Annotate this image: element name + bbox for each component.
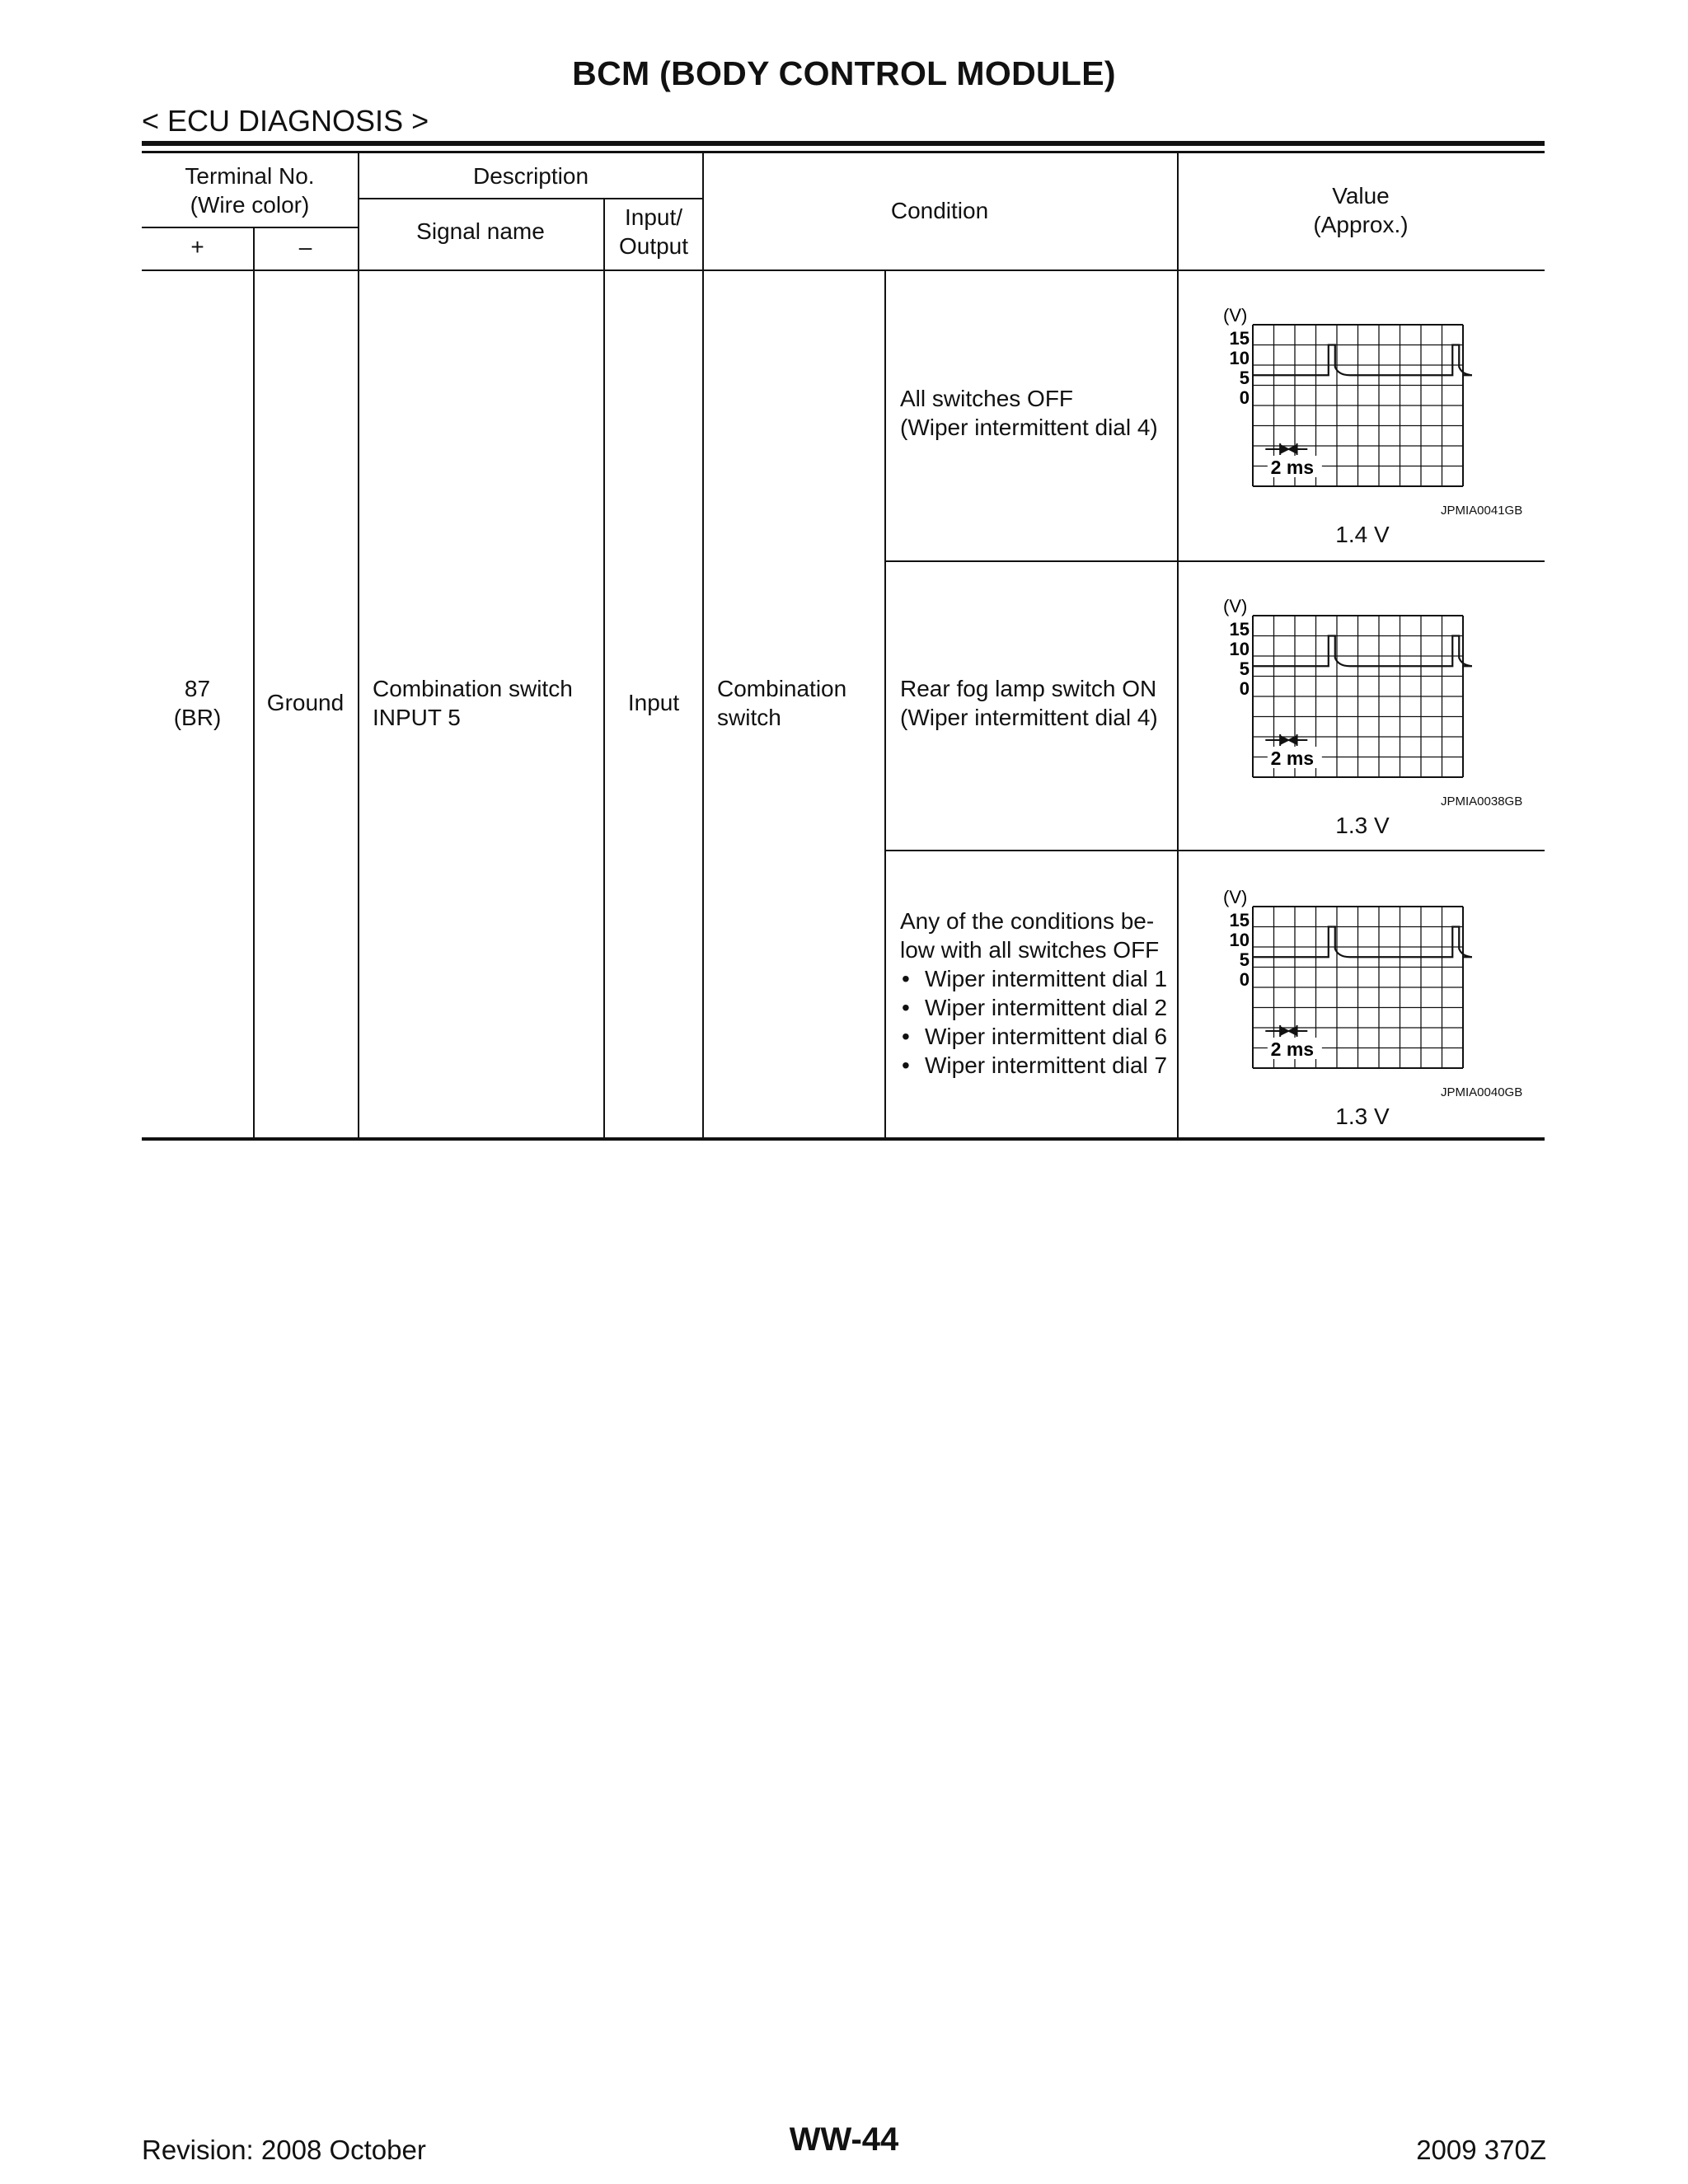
top-rule-thin [142,151,1545,153]
time-scale-marker [1265,443,1307,455]
header-value-line2: (Approx.) [1313,212,1409,237]
header-value [1177,181,1545,239]
wire-color: (BR) [173,705,222,730]
page-title: BCM (BODY CONTROL MODULE) [572,54,1116,92]
condition-main-line2: switch [717,705,781,730]
header-io-line2: Output [618,233,689,259]
header-terminal [142,162,358,219]
footer-revision: Revision: 2008 October [142,2135,426,2165]
header-description: Description [472,163,589,189]
header-minus: – [298,234,312,260]
waveform-tick-label: 10 [1229,639,1250,659]
condition-3-line1: Any of the conditions be- [900,908,1155,934]
waveform-signal-trace [1253,636,1472,667]
condition-3-line2: low with all switches OFF [900,937,1160,963]
waveform-tick-label: 0 [1239,678,1250,699]
value-2: 1.3 V [1335,813,1390,838]
waveform-tick-label: 10 [1229,348,1250,368]
bullet-item: • Wiper intermittent dial 7 [900,1051,1177,1080]
bottom-rule [142,1137,1545,1141]
header-terminal-line1: Terminal No. [185,163,315,189]
figure-id-2: JPMIA0038GB [1441,794,1523,808]
condition-2-line1: Rear fog lamp switch ON [900,676,1157,701]
header-io-line1: Input/ [624,204,683,230]
terminal-number-value: 87 [184,676,211,701]
waveform-graph-2 [1212,599,1472,785]
header-value-line1: Value [1332,183,1390,209]
condition-2 [900,674,1177,732]
waveform-tick-label: 10 [1229,930,1250,950]
time-scale-label: 2 ms [1270,748,1315,769]
waveform-unit-label: (V) [1223,599,1248,616]
condition-2-line2: (Wiper intermittent dial 4) [900,705,1158,730]
header-plus: + [190,234,204,260]
waveform-graph-3 [1212,890,1472,1076]
waveform-tick-label: 0 [1239,969,1250,990]
waveform-signal-trace [1253,927,1472,958]
waveform-tick-label: 5 [1239,949,1250,970]
waveform-tick-label: 5 [1239,658,1250,679]
waveform-tick-label: 15 [1229,328,1250,349]
io-type: Input [627,690,680,715]
waveform-signal-trace [1253,345,1472,376]
waveform-unit-label: (V) [1223,890,1248,907]
signal-name-line2: INPUT 5 [373,705,461,730]
footer-page-number: WW-44 [789,2121,899,2158]
header-condition: Condition [890,198,989,223]
figure-id-3: JPMIA0040GB [1441,1085,1523,1099]
signal-name-line1: Combination switch [373,676,573,701]
terminal-minus: Ground [266,690,345,715]
waveform-tick-label: 15 [1229,619,1250,640]
time-scale-marker [1265,1025,1307,1037]
condition-1-line2: (Wiper intermittent dial 4) [900,415,1158,440]
footer-model: 2009 370Z [1416,2135,1546,2165]
waveform-tick-label: 15 [1229,910,1250,930]
bullet-item: • Wiper intermittent dial 2 [900,993,1177,1022]
condition-3 [900,907,1177,1080]
figure-id-1: JPMIA0041GB [1441,504,1523,518]
condition-main [717,674,882,732]
condition-1 [900,384,1177,442]
header-signal-name: Signal name [416,218,545,244]
waveform-tick-label: 0 [1239,387,1250,408]
terminal-number [142,674,253,732]
header-terminal-line2: (Wire color) [190,192,310,218]
condition-main-line1: Combination [717,676,847,701]
value-3: 1.3 V [1335,1104,1390,1129]
time-scale-label: 2 ms [1270,457,1315,478]
time-scale-label: 2 ms [1270,1038,1315,1060]
waveform-tick-label: 5 [1239,368,1250,388]
waveform-graph-1 [1212,308,1472,494]
condition-1-line1: All switches OFF [900,386,1074,411]
signal-name [373,674,603,732]
header-io [603,203,704,260]
top-rule [142,141,1545,146]
condition-3-bullets [900,964,1177,1080]
section-label: < ECU DIAGNOSIS > [142,104,429,138]
bullet-item: • Wiper intermittent dial 1 [900,964,1177,993]
time-scale-marker [1265,734,1307,746]
value-1: 1.4 V [1335,522,1390,547]
waveform-unit-label: (V) [1223,308,1248,326]
bullet-item: • Wiper intermittent dial 6 [900,1022,1177,1051]
